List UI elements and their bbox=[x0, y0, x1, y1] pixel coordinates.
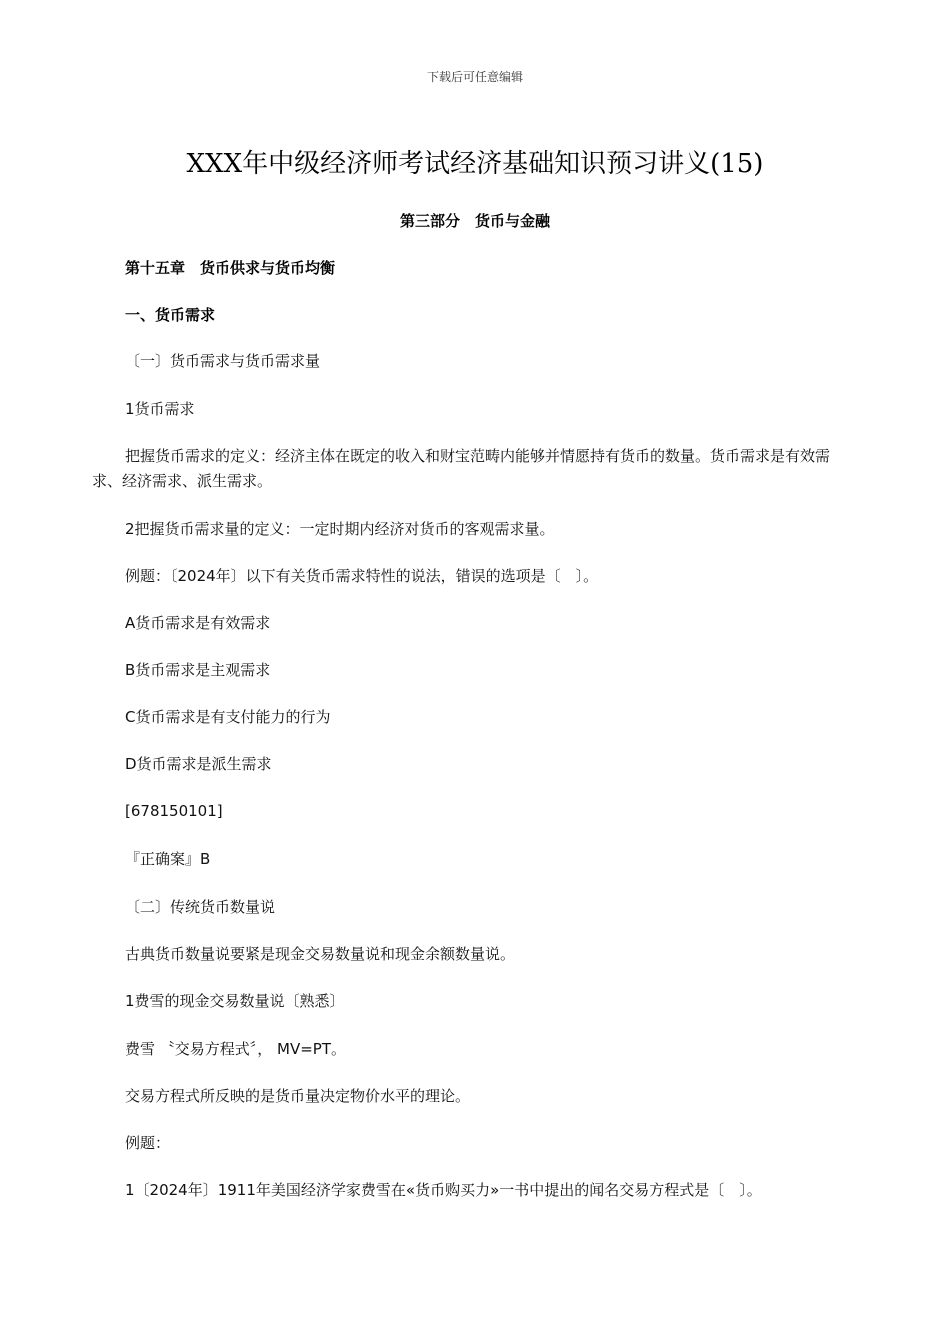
option-a: A货币需求是有效需求 bbox=[125, 614, 271, 632]
fisher-title: 1费雪的现金交易数量说〔熟悉〕 bbox=[125, 992, 345, 1010]
part-title: 第三部分 货币与金融 bbox=[399, 212, 550, 230]
section-title: 一、货币需求 bbox=[125, 306, 216, 324]
option-b: B货币需求是主观需求 bbox=[125, 661, 271, 679]
example-question-2: 1〔2024年〕1911年美国经济学家费雪在«货币购买力»一书中提出的闻名交易方程式是〔 〕。 bbox=[125, 1181, 762, 1199]
header-note: 下载后可任意编辑 bbox=[426, 70, 523, 84]
equation-meaning: 交易方程式所反映的是货币量决定物价水平的理论。 bbox=[125, 1087, 471, 1105]
option-d: D货币需求是派生需求 bbox=[125, 755, 272, 773]
option-c: C货币需求是有支付能力的行为 bbox=[125, 708, 331, 726]
subsection-title-1: 〔一〕货币需求与货币需求量 bbox=[125, 352, 321, 370]
example-question-1: 例题：〔2024年〕以下有关货币需求特性的说法，错误的选项是〔 〕。 bbox=[125, 567, 599, 585]
fisher-equation: 费雪 〝交易方程式〞， MV=PT。 bbox=[125, 1040, 347, 1058]
example-label: 例题： bbox=[125, 1134, 171, 1152]
classical-theory: 古典货币数量说要紧是现金交易数量说和现金余额数量说。 bbox=[125, 945, 516, 963]
answer: 『正确案』B bbox=[125, 850, 211, 868]
question-id: [678150101] bbox=[125, 802, 223, 820]
chapter-title: 第十五章 货币供求与货币均衡 bbox=[125, 259, 336, 277]
definition-paragraph: 把握货币需求的定义：经济主体在既定的收入和财宝范畴内能够并情愿持有货币的数量。货币需求是有效需求、经济需求、派生需求。 bbox=[92, 447, 831, 490]
document-title: XXX年中级经济师考试经济基础知识预习讲义(15) bbox=[186, 149, 764, 179]
item-money-demand-quantity: 2把握货币需求量的定义：一定时期内经济对货币的客观需求量。 bbox=[125, 520, 555, 538]
subsection-title-2: 〔二〕传统货币数量说 bbox=[125, 898, 276, 916]
item-money-demand: 1货币需求 bbox=[125, 400, 195, 418]
